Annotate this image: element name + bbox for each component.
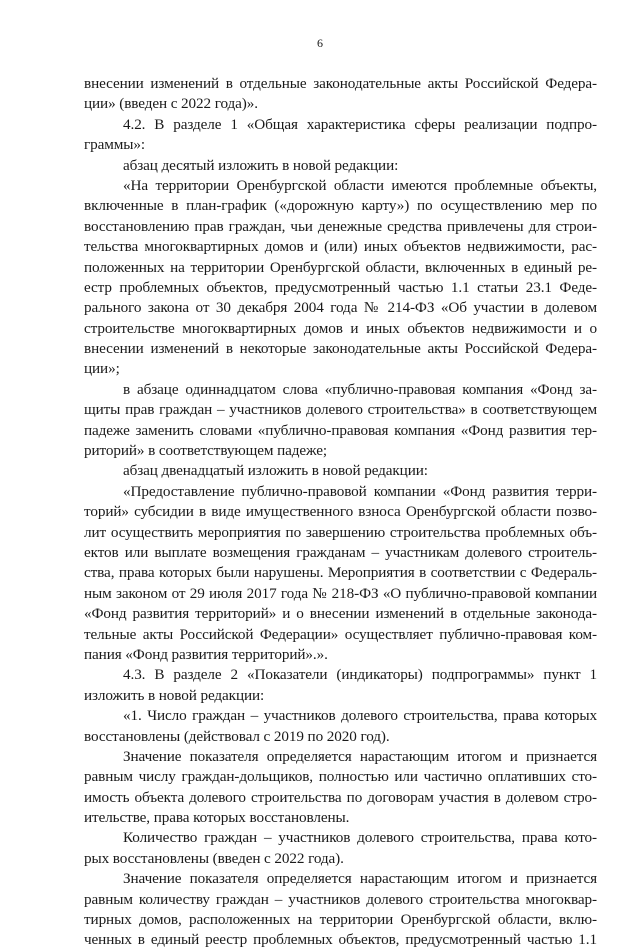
text-line: внесении изменений в отдельные законодательные акты Российской Федера- <box>84 75 597 92</box>
text-line: рального закона от 30 декабря 2004 года № 214-ФЗ «Об участии в долевом <box>84 299 597 317</box>
text-line: 4.3. В разделе 2 «Показатели (индикаторы) подпрограммы» пункт 1 <box>123 666 597 684</box>
text-line: ства, права которых были нарушены. Мероприятия в соответствии с Федераль- <box>84 564 597 582</box>
text-line: тирных домов, расположенных на территории Оренбургской области, вклю- <box>84 911 597 929</box>
text-line: в абзаце одиннадцатом слова «публично-правовая компания «Фонд за- <box>123 380 597 398</box>
text-line: падеже заменить словами «публично-правовая компания «Фонд развития тер- <box>84 421 597 439</box>
text-line: внесении изменений в некоторые законодательные акты Российской Федера- <box>84 340 597 358</box>
text-line: восстановлению прав граждан, чьи денежные средства привлечены для строи- <box>84 217 597 235</box>
text-line: торий» субсидии в виде имущественного взноса Оренбургской области позво- <box>84 503 597 521</box>
document-body <box>84 74 597 951</box>
text-line: изложить в новой редакции: <box>84 686 265 704</box>
text-line: имость объекта долевого строительства по договорам участия в долевом стро- <box>84 788 597 806</box>
text-line: положенных на территории Оренбургской области, включенных в единый ре- <box>84 258 597 276</box>
text-line: граммы»: <box>84 136 146 154</box>
text-line: восстановлены (действовал с 2019 по 2020 год). <box>84 727 390 745</box>
text-line: ектов или выплате возмещения гражданам – участникам долевого строитель- <box>84 543 597 561</box>
text-line: «1. Число граждан – участников долевого строительства, права которых <box>123 707 597 725</box>
text-line: риторий» в соответствующем падеже; <box>84 442 327 460</box>
text-line: «На территории Оренбургской области имеются проблемные объекты, <box>123 176 597 194</box>
text-line: ции» (введен с 2022 года)». <box>84 95 258 113</box>
text-line: «Предоставление публично-правовой компании «Фонд развития терри- <box>123 482 597 500</box>
text-line: рых восстановлены (введен с 2022 года). <box>84 849 344 867</box>
text-line: абзац десятый изложить в новой редакции: <box>123 156 399 174</box>
text-line: «Фонд развития территорий» и о внесении изменений в отдельные законода- <box>84 605 597 623</box>
text-line: Количество граждан – участников долевого строительства, права кото- <box>123 829 597 847</box>
text-line: щиты прав граждан – участников долевого строительства» в соответствующем <box>84 401 597 419</box>
text-line: строительстве многоквартирных домов и иных объектов недвижимости и о <box>84 319 597 337</box>
text-line: абзац двенадцатый изложить в новой редакции: <box>123 462 428 480</box>
text-line: ительстве, права которых восстановлены. <box>84 809 350 827</box>
text-line: включенные в план-график («дорожную карту») по осуществлению мер по <box>84 197 597 215</box>
text-line: естр проблемных объектов, предусмотренный частью 1.1 статьи 23.1 Феде- <box>84 278 597 296</box>
text-line: тельные акты Российской Федерации» осуществляет публично-правовая ком- <box>84 625 597 643</box>
text-line: Значение показателя определяется нарастающим итогом и признается <box>123 747 597 765</box>
page-number: 6 <box>317 36 323 50</box>
text-line: лит осуществить мероприятия по завершению строительства проблемных объ- <box>84 523 597 541</box>
text-line: равным числу граждан-дольщиков, полностью или частично оплативших сто- <box>84 768 597 786</box>
text-line: ным законом от 29 июля 2017 года № 218-ФЗ «О публично-правовой компании <box>84 584 597 602</box>
text-line: ции»; <box>84 360 120 378</box>
text-line: Значение показателя определяется нарастающим итогом и признается <box>123 870 597 888</box>
text-line: 4.2. В разделе 1 «Общая характеристика сферы реализации подпро- <box>123 115 597 133</box>
text-line: пания «Фонд развития территорий».». <box>84 645 328 663</box>
text-line: ченных в единый реестр проблемных объектов, предусмотренный частью 1.1 <box>84 931 597 949</box>
text-line: равным количеству граждан – участников долевого строительства многоквар- <box>84 890 597 908</box>
text-line: тельства многоквартирных домов и (или) иных объектов недвижимости, рас- <box>84 238 597 256</box>
